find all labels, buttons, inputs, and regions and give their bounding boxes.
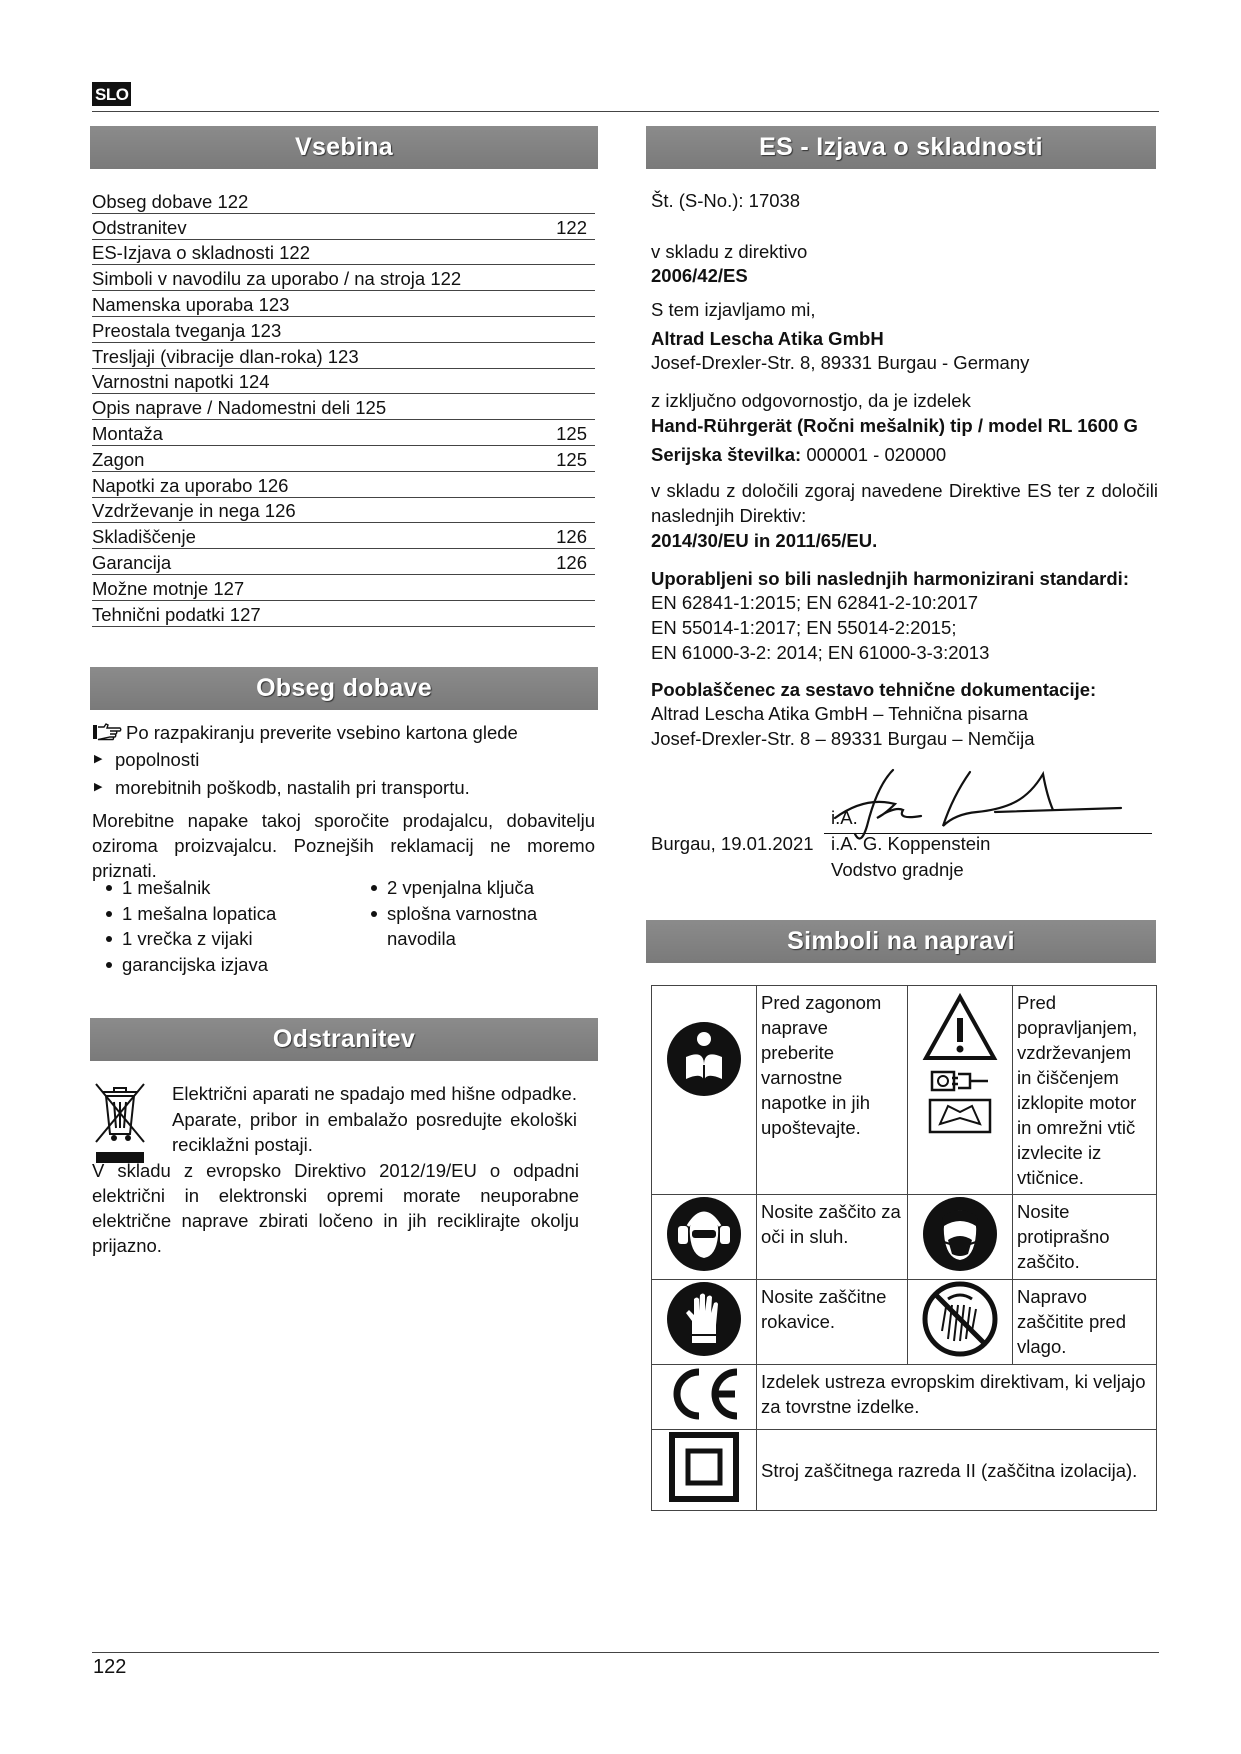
disposal-text-1: Električni aparati ne spadajo med hišne odpadke. Aparate, pribor in embalažo posredujte ekološki reciklažni postaji. <box>172 1083 577 1155</box>
protect-from-rain-icon <box>908 1280 1013 1365</box>
standards-title: Uporabljeni so bili naslednjih harmonizirani standardi: <box>651 568 1129 589</box>
signature <box>825 766 1125 841</box>
toc-entry <box>92 240 595 266</box>
toc-entry-label: Obseg dobave 122 <box>92 190 249 212</box>
toc-entry <box>92 369 595 395</box>
symbol-text: Pred zagonom naprave preberite varnostne napotke in jih upoštevajte. <box>757 986 908 1195</box>
product-name: Hand-Rührgerät (Ročni mešalnik) tip / model RL 1600 G <box>651 415 1138 436</box>
toc-entry-label: Zagon <box>92 448 145 470</box>
serial-range-line: Serijska številka: 000001 - 020000 <box>651 444 947 465</box>
toc-entry-label: ES-Izjava o skladnosti 122 <box>92 242 311 264</box>
contents-heading: Vsebina <box>90 126 598 169</box>
delivery-heading: Obseg dobave <box>90 667 598 710</box>
symbol-text: Napravo zaščitite pred vlago. <box>1013 1280 1157 1365</box>
symbol-text: Pred popravljanjem, vzdrževanjem in čiščenjem izklopite motor in omrežni vtič izvlecite iz vtičnice. <box>1013 986 1157 1195</box>
responsibility-text: z izključno odgovornostjo, da je izdelek <box>651 390 971 411</box>
further-directives-text: v skladu z določili zgoraj navedene Direktive ES ter z določili naslednjih Direktiv: <box>651 480 1158 526</box>
toc-entry <box>92 472 595 498</box>
table-row <box>652 1430 1157 1511</box>
signatory-role: Vodstvo gradnje <box>831 859 964 880</box>
language-badge: SLO <box>92 82 131 106</box>
declare-text: S tem izjavljamo mi, <box>651 299 816 320</box>
toc-entry-label: Montaža <box>92 422 163 444</box>
symbols-heading: Simboli na napravi <box>646 920 1156 963</box>
ce-mark-icon <box>652 1365 757 1430</box>
symbol-text: Stroj zaščitnega razreda II (zaščitna izolacija). <box>757 1430 1157 1511</box>
toc-entry <box>92 549 595 575</box>
company-address: Josef-Drexler-Str. 8, 89331 Burgau - Germany <box>651 352 1030 373</box>
toc-entry-label: Namenska uporaba 123 <box>92 293 290 315</box>
toc-entry <box>92 498 595 524</box>
toc-entry <box>92 343 595 369</box>
toc-entry <box>92 601 595 627</box>
delivery-intro: Po razpakiranju preverite vsebino kartona glede <box>92 720 597 747</box>
list-item: garancijska izjava <box>103 952 358 978</box>
table-row <box>652 1280 1157 1365</box>
toc-entry <box>92 291 595 317</box>
toc-entry-label: Odstranitev <box>92 216 187 238</box>
toc-entry-label: Vzdrževanje in nega 126 <box>92 500 296 522</box>
serial-no: Št. (S-No.): 17038 <box>651 190 801 211</box>
list-item: 1 vrečka z vijaki <box>103 926 358 952</box>
list-item: splošna varnostna navodila <box>368 901 558 952</box>
delivery-items-col2 <box>368 875 558 952</box>
symbol-text: Nosite zaščito za oči in sluh. <box>757 1195 908 1280</box>
list-item: 1 mešalnik <box>103 875 358 901</box>
toc-entry-page: 125 <box>556 448 587 470</box>
protection-class-ii-icon <box>652 1430 757 1511</box>
footer-rule <box>92 1652 1159 1653</box>
toc-entry-page: 126 <box>556 526 587 548</box>
place-date: Burgau, 19.01.2021 <box>651 833 814 854</box>
disposal-heading: Odstranitev <box>90 1018 598 1061</box>
list-item: 1 mešalna lopatica <box>103 901 358 927</box>
toc-entry-label: Napotki za uporabo 126 <box>92 474 289 496</box>
toc-entry <box>92 214 595 240</box>
further-directives: 2014/30/EU in 2011/65/EU. <box>651 530 878 551</box>
table-row <box>652 1365 1157 1430</box>
authorized-address: Josef-Drexler-Str. 8 – 89331 Burgau – Nemčija <box>651 728 1035 749</box>
toc-entry-page: 125 <box>556 422 587 444</box>
standard-line: EN 55014-1:2017; EN 55014-2:2015; <box>651 617 957 638</box>
table-row <box>652 1195 1157 1280</box>
symbols-table <box>651 985 1157 1511</box>
gloves-icon <box>652 1280 757 1365</box>
disposal-text-2: V skladu z evropsko Direktivo 2012/19/EU o odpadni električni in elektronski opremi morate neuporabne električne naprave zbirati ločeno in jih reciklirajte okolju prijazno. <box>92 1160 579 1256</box>
delivery-note: Morebitne napake takoj sporočite prodajalcu, dobavitelju oziroma proizvajalcu. Poznejših reklamacij ne moremo priznati. <box>92 810 595 881</box>
pointing-hand-icon <box>92 722 126 747</box>
authorized-name: Altrad Lescha Atika GmbH – Tehnična pisarna <box>651 703 1029 724</box>
toc-entry-label: Možne motnje 127 <box>92 577 245 599</box>
toc-entry <box>92 265 595 291</box>
toc-entry <box>92 317 595 343</box>
toc-entry <box>92 188 595 214</box>
authorized-title: Pooblaščenec za sestavo tehnične dokumentacije: <box>651 679 1097 700</box>
dust-mask-icon <box>908 1195 1013 1280</box>
eye-ear-protection-icon <box>652 1195 757 1280</box>
table-of-contents <box>92 188 595 627</box>
toc-entry <box>92 394 595 420</box>
symbol-text: Nosite protiprašno zaščito. <box>1013 1195 1157 1280</box>
standard-line: EN 61000-3-2: 2014; EN 61000-3-3:2013 <box>651 642 990 663</box>
header-rule <box>92 111 1159 112</box>
toc-entry <box>92 575 595 601</box>
standard-line: EN 62841-1:2015; EN 62841-2-10:2017 <box>651 592 979 613</box>
delivery-items-col1 <box>103 875 358 977</box>
read-manual-icon <box>652 986 757 1195</box>
delivery-checklist <box>92 747 597 800</box>
signatory: i.A. G. Koppenstein <box>831 833 991 854</box>
toc-entry-page: 122 <box>556 216 587 238</box>
crossed-bin-icon <box>92 1080 148 1164</box>
toc-entry <box>92 446 595 472</box>
directive-intro: v skladu z direktivo <box>651 241 808 262</box>
toc-entry <box>92 523 595 549</box>
toc-entry-label: Varnostni napotki 124 <box>92 371 270 393</box>
toc-entry-label: Tehnični podatki 127 <box>92 603 261 625</box>
ia-label: i.A. <box>831 807 858 828</box>
symbol-text: Nosite zaščitne rokavice. <box>757 1280 908 1365</box>
directive: 2006/42/ES <box>651 265 748 286</box>
toc-entry-label: Simboli v navodilu za uporabo / na stroja 122 <box>92 268 462 290</box>
toc-entry-label: Preostala tveganja 123 <box>92 319 282 341</box>
list-item: ▶ popolnosti <box>92 747 597 772</box>
toc-entry-label: Garancija <box>92 551 172 573</box>
toc-entry-label: Opis naprave / Nadomestni deli 125 <box>92 397 387 419</box>
list-item: ▶ morebitnih poškodb, nastalih pri transportu. <box>92 775 597 800</box>
conformity-heading: ES - Izjava o skladnosti <box>646 126 1156 169</box>
page-number: 122 <box>93 1656 127 1678</box>
warning-unplug-icon <box>908 986 1013 1195</box>
symbol-text: Izdelek ustreza evropskim direktivam, ki veljajo za tovrstne izdelke. <box>757 1365 1157 1430</box>
toc-entry-label: Skladiščenje <box>92 526 196 548</box>
list-item: 2 vpenjalna ključa <box>368 875 558 901</box>
toc-entry <box>92 420 595 446</box>
company-name: Altrad Lescha Atika GmbH <box>651 328 884 349</box>
toc-entry-label: Tresljaji (vibracije dlan-roka) 123 <box>92 345 359 367</box>
toc-entry-page: 126 <box>556 551 587 573</box>
table-row <box>652 986 1157 1195</box>
